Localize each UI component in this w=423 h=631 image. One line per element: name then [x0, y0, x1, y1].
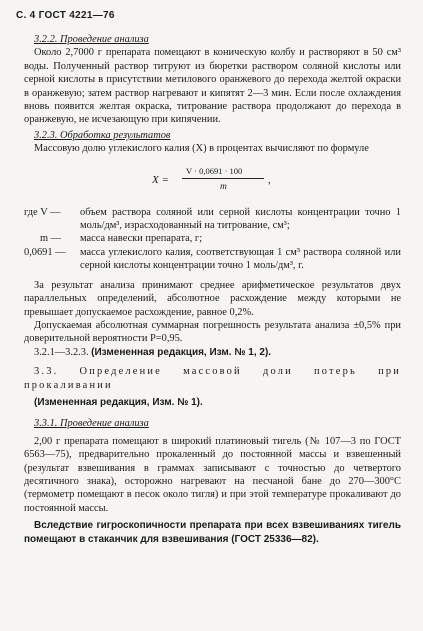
amendment-range: 3.2.1—3.2.3. (Измененная редакция, Изм. № 1, 2). — [34, 346, 272, 358]
section-3-3-title: 3.3. Определение массовой доли потерь при прокаливании — [24, 366, 401, 391]
error-paragraph: Допускаемая абсолютная суммарная погрешность результата анализа ±0,5% при доверительной вероятности P=0,95. — [24, 319, 401, 345]
section-3-2-3-text: Массовую долю углекислого калия (X) в процентах вычисляют по формуле — [34, 143, 369, 155]
formula-fraction-bar — [182, 178, 264, 179]
formula-comma: , — [268, 173, 271, 186]
section-3-3-1-text: 2,00 г препарата помещают в широкий платиновый тигель (№ 107—3 по ГОСТ 6563—75), предварительно прокаленный до постоянной массы и взвешенный (результат взвешивания в граммах записывают с точностью до четвертого десятичного знака), осторожно нагревают на песчаной бане до 270—300°С (термометр помещают в песок около тигля) и при этой температуре прокаливают до постоянной массы. — [24, 435, 401, 514]
result-paragraph: За результат анализа принимают среднее арифметическое результатов двух параллельных определений, абсолютное расхождение между которыми не превышает допускаемое расхождение, равное 0,2%. — [24, 279, 401, 318]
section-3-2-2-text: Около 2,7000 г препарата помещают в коническую колбу и растворяют в 50 см³ воды. Полученный раствор титруют из бюретки раствором соляной кислоты или серной кислоты в присутствии метилового оранжевого до перехода желтой окраски в оранжевую; затем раствор нагревают и кипятят 2—3 мин. Если после охлаждения вновь появится желтая окраска, титрование раствора продолжают до перехода в оранжевую, не исчезающую при кипячении. — [24, 47, 401, 126]
def-text: объем раствора соляной или серной кислоты концентрации точно 1 моль/дм³, израсходованный на титрование, см³; — [80, 206, 401, 232]
def-symbol: m — — [40, 233, 62, 245]
formula-lhs: X = — [152, 173, 169, 186]
def-text: масса навески препарата, г; — [80, 233, 203, 245]
formula — [24, 166, 401, 196]
def-symbol: 0,0691 — — [24, 246, 66, 258]
section-3-3-amendment: (Измененная редакция, Изм. № 1). — [34, 396, 203, 408]
section-3-2-2-title: 3.2.2. Проведение анализа — [34, 34, 149, 45]
formula-definitions — [24, 206, 401, 273]
section-3-2-3-title: 3.2.3. Обработка результатов — [34, 129, 171, 141]
page-header: С. 4 ГОСТ 4221—76 — [16, 10, 115, 21]
section-3-3-1-title: 3.3.1. Проведение анализа — [34, 418, 149, 430]
def-symbol: где V — — [24, 206, 61, 218]
formula-numerator: V · 0,0691 · 100 — [186, 165, 243, 176]
def-text: масса углекислого калия, соответствующая 1 см³ раствора соляной или серной кислоты концентрации точно 1 моль/дм³, г. — [80, 246, 401, 272]
hygroscopic-note: Вследствие гигроскопичности препарата при всех взвешиваниях тигель помещают в стаканчик для взвешивания (ГОСТ 25336—82). — [24, 520, 401, 545]
formula-denominator: m — [220, 181, 227, 192]
